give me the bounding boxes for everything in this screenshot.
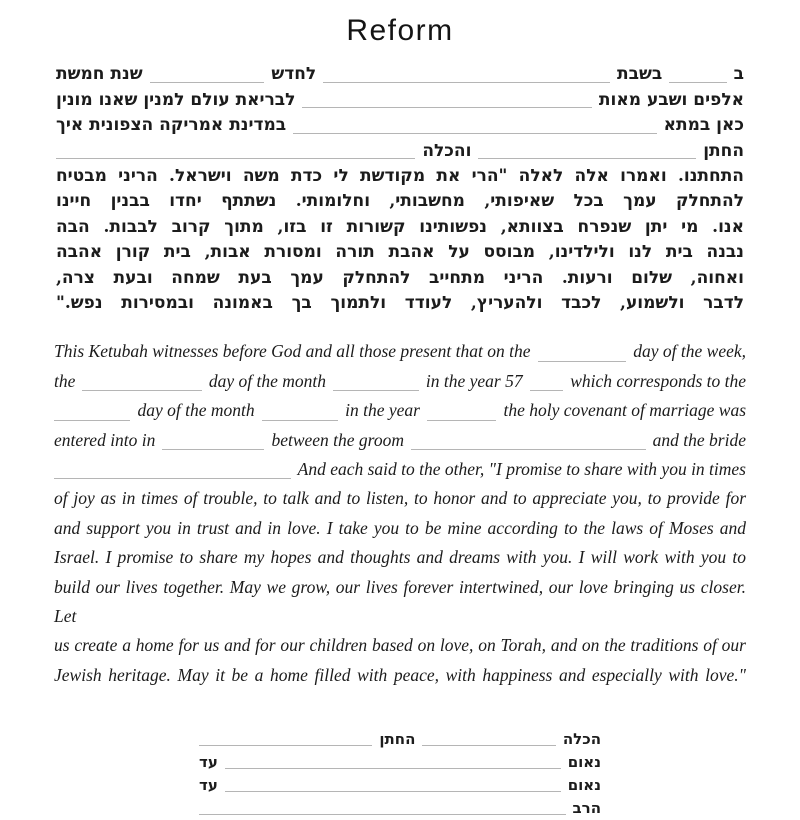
fill-in-blank bbox=[225, 774, 561, 792]
english-text-line bbox=[54, 455, 746, 484]
signature-section bbox=[199, 728, 601, 820]
hebrew-body-paragraph bbox=[56, 164, 744, 316]
text-segment: נאום bbox=[567, 776, 601, 795]
fill-in-blank bbox=[199, 728, 372, 746]
text-segment: והכלה bbox=[422, 140, 472, 161]
fill-in-blank bbox=[478, 139, 696, 160]
fill-in-blank bbox=[669, 62, 726, 83]
text-segment: in the year 57 bbox=[425, 370, 523, 391]
text-segment: the bbox=[54, 370, 76, 391]
text-segment: החתן bbox=[703, 140, 744, 161]
fill-in-blank bbox=[150, 62, 265, 83]
text-segment: עד bbox=[199, 753, 218, 772]
fill-in-blank bbox=[323, 62, 610, 83]
text-segment: And each said to the other, "I promise to share with you in times bbox=[297, 459, 746, 479]
fill-in-blank bbox=[54, 396, 130, 420]
fill-in-blank bbox=[530, 367, 564, 391]
text-segment: This Ketubah witnesses before God and all those present that on the bbox=[54, 341, 531, 362]
fill-in-blank bbox=[333, 367, 419, 391]
fill-in-blank bbox=[262, 396, 338, 420]
fill-in-blank bbox=[411, 426, 646, 450]
fill-in-blank bbox=[54, 455, 291, 479]
text-segment: במדינת אמריקה הצפונית איך bbox=[56, 115, 287, 135]
signature-line bbox=[199, 751, 601, 774]
hebrew-fill-line bbox=[56, 139, 744, 165]
fill-in-blank bbox=[293, 113, 656, 134]
text-segment: in the year bbox=[345, 400, 420, 421]
text-segment: לחדש bbox=[271, 64, 317, 84]
text-segment: day of the month bbox=[208, 370, 327, 391]
english-text-line: Israel. I promise to share my hopes and thoughts and dreams with you. I will work with you to bbox=[54, 547, 746, 568]
text-segment: the holy covenant of marriage was bbox=[503, 400, 747, 421]
hebrew-text-line: להתחלק עמך בכל שאיפותי, מחשבותי, וחלומותי. נשתתף יחדו בבנין חיינו bbox=[56, 191, 744, 212]
fill-in-blank bbox=[162, 426, 264, 450]
hebrew-text-line: לדבר ולשמוע, לכבד ולהעריץ, לעודד ולתמוך בך באמונה ובמסירות נפש." bbox=[56, 293, 744, 314]
english-text-line: us create a home for us and for our children based on love, on Torah, and on the traditions of our bbox=[54, 635, 746, 656]
text-segment: which corresponds to the bbox=[570, 370, 747, 391]
english-text-line: of joy as in times of trouble, to talk and to listen, to honor and to appreciate you, to provide for bbox=[54, 488, 746, 509]
english-text-line bbox=[54, 337, 746, 366]
text-segment: and the bride bbox=[652, 429, 746, 450]
text-segment: ב bbox=[733, 64, 744, 84]
hebrew-fill-line bbox=[56, 113, 744, 139]
text-segment: החתן bbox=[379, 730, 416, 749]
hebrew-date-section bbox=[56, 62, 744, 164]
english-text-line bbox=[54, 367, 746, 396]
fill-in-blank bbox=[427, 396, 497, 420]
text-segment: between the groom bbox=[271, 429, 404, 450]
text-segment: בשבת bbox=[617, 64, 663, 84]
fill-in-blank bbox=[82, 367, 201, 391]
hebrew-text-line: התחתנו. ואמרו אלה לאלה "הרי את מקודשת לי כדת משה וישראל. הריני מבטיח bbox=[56, 166, 744, 186]
fill-in-blank bbox=[302, 88, 591, 109]
text-segment: הכלה bbox=[562, 730, 601, 749]
english-text-line: build our lives together. May we grow, our lives forever intertwined, our love bringing us closer. Let bbox=[54, 576, 746, 627]
english-text-line: and support you in trust and in love. I take you to be mine according to the laws of Moses and bbox=[54, 517, 746, 538]
text-segment: day of the month bbox=[137, 400, 255, 421]
ketubah-title: Reform bbox=[346, 14, 454, 47]
signature-line bbox=[199, 774, 601, 797]
signature-line bbox=[199, 728, 601, 751]
hebrew-text-line: ואחוה, שלום ורעות. הריני מתחייב להתחלק עמך בעת שמחה ובעת צרה, bbox=[56, 267, 744, 288]
text-segment: entered into in bbox=[54, 429, 156, 450]
fill-in-blank bbox=[199, 797, 566, 815]
hebrew-fill-line bbox=[56, 62, 744, 88]
signature-line bbox=[199, 797, 601, 820]
hebrew-text-line: אנו. מי יתן שנפרח בצוותא, נפשותינו קשורות זו בזו, מתוך קרוב לבבות. הבה bbox=[56, 216, 744, 237]
english-text-line: Jewish heritage. May it be a home filled with peace, with happiness and especially with love." bbox=[54, 664, 746, 685]
hebrew-text-line: נבנה בית לנו ולילדינו, מבוסס על אהבת תורה ומסורת אבות, בית קורן אהבה bbox=[56, 242, 744, 263]
text-segment: נאום bbox=[567, 753, 601, 772]
fill-in-blank bbox=[422, 728, 555, 746]
text-segment: אלפים ושבע מאות bbox=[598, 89, 744, 110]
english-text-line bbox=[54, 396, 746, 425]
text-segment: כאן במתא bbox=[663, 115, 744, 135]
text-segment: עד bbox=[199, 776, 218, 795]
hebrew-fill-line bbox=[56, 88, 744, 114]
english-text-line bbox=[54, 426, 746, 455]
fill-in-blank bbox=[225, 751, 561, 769]
fill-in-blank bbox=[56, 139, 415, 160]
text-segment: day of the week, bbox=[633, 341, 746, 362]
english-paragraph bbox=[54, 337, 746, 690]
fill-in-blank bbox=[538, 337, 627, 361]
text-segment: שנת חמשת bbox=[56, 64, 143, 84]
text-segment: הרב bbox=[572, 799, 601, 818]
text-segment: לבריאת עולם למנין שאנו מונין bbox=[56, 89, 296, 110]
